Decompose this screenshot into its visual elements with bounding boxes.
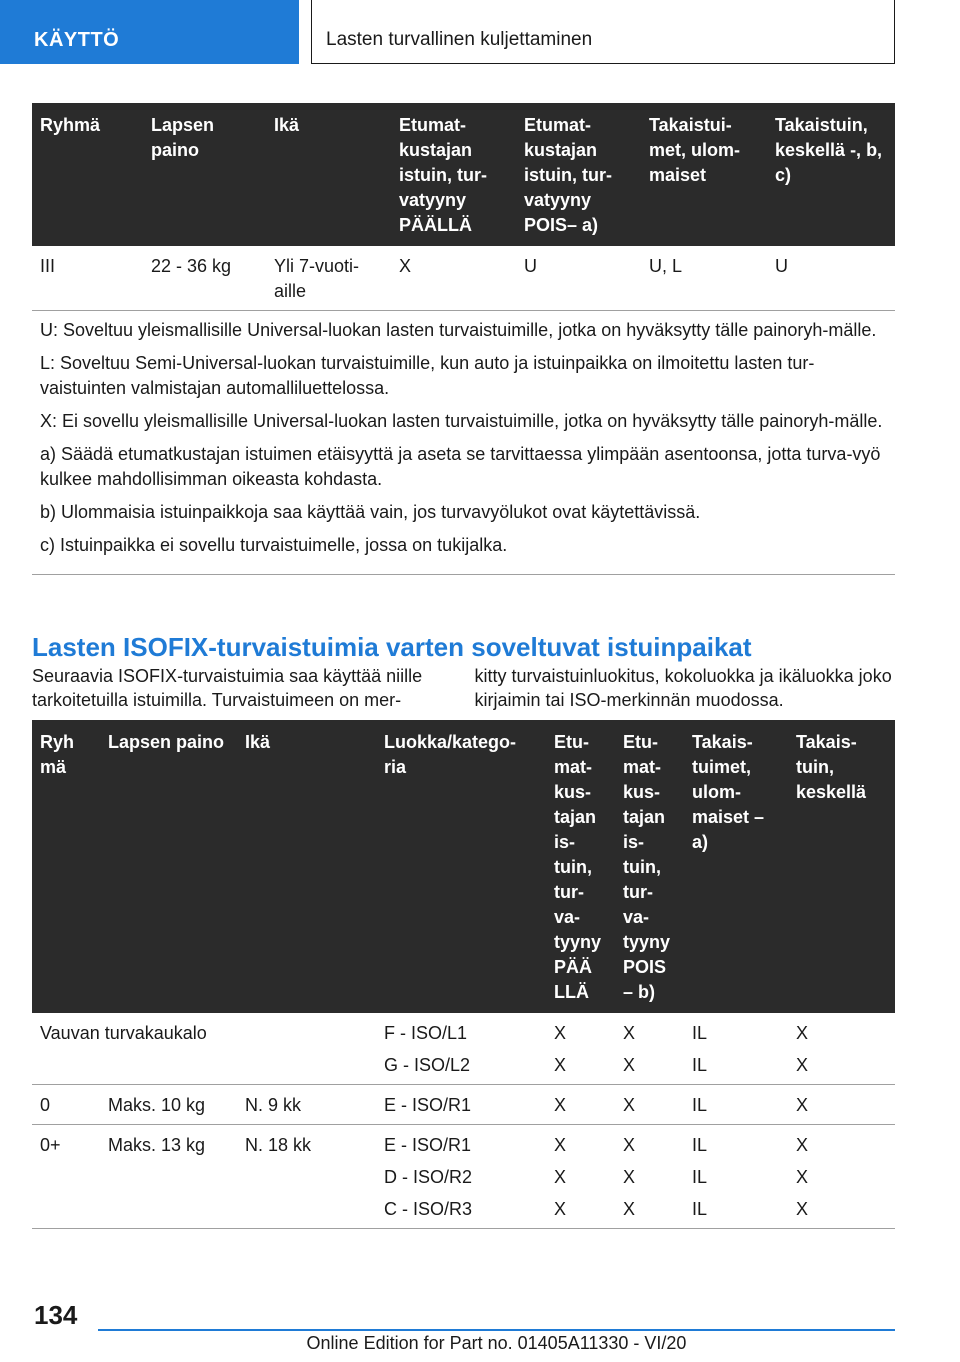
table-row bbox=[32, 246, 895, 311]
col-header: Ryh mä bbox=[40, 732, 75, 777]
intro-right: kitty turvaistuinluokitus, kokoluokka ja ikäluokka joko kirjaimin tai ISO-merkinnän muodossa. bbox=[474, 666, 892, 710]
col-header: Takais-tuimet, ulom-maiset – a) bbox=[692, 732, 765, 852]
note: U: Soveltuu yleismallisille Universal-luokan lasten turvaistuimille, jotka on hyväksytty tälle painoryh-mälle. bbox=[40, 320, 877, 340]
table-cell: IL bbox=[692, 1095, 708, 1115]
cell-line: X bbox=[554, 1023, 567, 1043]
cell-line: X bbox=[623, 1135, 636, 1155]
table-cell bbox=[546, 1013, 615, 1085]
intro-text bbox=[32, 664, 895, 712]
table-cell: X bbox=[554, 1095, 567, 1115]
table-row bbox=[32, 1013, 895, 1085]
cell-line: IL bbox=[692, 1167, 708, 1187]
table-cell: N. 18 kk bbox=[245, 1135, 312, 1155]
note: L: Soveltuu Semi-Universal-luokan turvaistuimille, kun auto ja istuinpaikka on ilmoitettu lasten tur-vaistuinten valmistajan automalliluettelossa. bbox=[40, 353, 815, 398]
note: X: Ei sovellu yleismallisille Universal-luokan lasten turvaistuimille, jotka on hyväksytty tälle painoryh-mälle. bbox=[40, 411, 883, 431]
col-header: Ikä bbox=[274, 115, 300, 135]
col-header: Lapsen paino bbox=[151, 115, 215, 160]
intro-left: Seuraavia ISOFIX-turvaistuimia saa käyttää niille tarkoitetuilla istuimilla. Turvaistuimeen on mer- bbox=[32, 666, 423, 710]
col-header: Takaistui-met, ulom-maiset bbox=[649, 115, 741, 185]
section-tab: KÄYTTÖ bbox=[0, 0, 299, 64]
table-cell bbox=[788, 1125, 895, 1229]
table-cell: X bbox=[796, 1095, 809, 1115]
table-cell bbox=[684, 1125, 788, 1229]
table-cell: Vauvan turvakaukalo bbox=[40, 1023, 207, 1043]
table-header-row bbox=[32, 720, 895, 1013]
cell-line: IL bbox=[692, 1199, 708, 1219]
col-header: Etumat-kustajan istuin, tur-vatyyny POIS– a) bbox=[524, 115, 612, 235]
table-row bbox=[32, 1085, 895, 1125]
col-header: Etu-mat-kus-tajan is-tuin, tur-va-tyyny POIS – b) bbox=[623, 732, 671, 1002]
cell-line: X bbox=[554, 1055, 567, 1075]
note: a) Säädä etumatkustajan istuimen etäisyyttä ja aseta se tarvittaessa ylimpään asentoonsa, jotta turva-vyö kulkee mahdollisimman oikeasta kohdasta. bbox=[40, 444, 881, 489]
cell-line: X bbox=[796, 1167, 809, 1187]
table-cell: U, L bbox=[649, 256, 683, 276]
table-cell: 0 bbox=[40, 1095, 51, 1115]
table-header-row bbox=[32, 103, 895, 246]
footer-divider bbox=[98, 1329, 895, 1331]
table-cell bbox=[615, 1013, 684, 1085]
table-cell: Maks. 10 kg bbox=[108, 1095, 206, 1115]
cell-line: X bbox=[796, 1199, 809, 1219]
table-cell bbox=[615, 1125, 684, 1229]
table-cell: X bbox=[623, 1095, 636, 1115]
cell-line: X bbox=[796, 1023, 809, 1043]
page-number: 134 bbox=[34, 1300, 78, 1330]
table-cell bbox=[546, 1125, 615, 1229]
table-cell: U bbox=[524, 256, 537, 276]
cell-line: F - ISO/L1 bbox=[384, 1023, 468, 1043]
cell-line: IL bbox=[692, 1055, 708, 1075]
cell-line: D - ISO/R2 bbox=[384, 1167, 473, 1187]
col-header: Etu-mat-kus-tajan is-tuin, tur-va-tyyny PÄÄ LLÄ bbox=[554, 732, 602, 1002]
table-cell: U bbox=[775, 256, 788, 276]
col-header: Ryhmä bbox=[40, 115, 101, 135]
cell-line: C - ISO/R3 bbox=[384, 1199, 473, 1219]
group-table bbox=[32, 103, 895, 311]
cell-line: IL bbox=[692, 1023, 708, 1043]
table-cell: E - ISO/R1 bbox=[384, 1095, 472, 1115]
table-cell: N. 9 kk bbox=[245, 1095, 302, 1115]
table-cell: Maks. 13 kg bbox=[108, 1135, 206, 1155]
col-header: Takaistuin, keskellä -, b, c) bbox=[775, 115, 883, 185]
cell-line: X bbox=[796, 1055, 809, 1075]
table-cell bbox=[376, 1125, 546, 1229]
table-cell bbox=[788, 1013, 895, 1085]
col-header: Takais-tuin, keskellä bbox=[796, 732, 867, 802]
cell-line: E - ISO/R1 bbox=[384, 1135, 472, 1155]
section-heading: Lasten ISOFIX-turvaistuimia varten soveltuvat istuinpaikat bbox=[32, 632, 752, 662]
chapter-title: Lasten turvallinen kuljettaminen bbox=[311, 0, 895, 64]
cell-line: X bbox=[554, 1199, 567, 1219]
cell-line: X bbox=[554, 1135, 567, 1155]
cell-line: G - ISO/L2 bbox=[384, 1055, 471, 1075]
note: b) Ulommaisia istuinpaikkoja saa käyttää vain, jos turvavyölukot ovat käytettävissä. bbox=[40, 502, 701, 522]
cell-line: X bbox=[796, 1135, 809, 1155]
col-header: Luokka/katego-ria bbox=[384, 732, 517, 777]
col-header: Lapsen paino bbox=[108, 732, 225, 752]
table-cell: Yli 7-vuoti-aille bbox=[274, 256, 360, 301]
table-cell bbox=[684, 1013, 788, 1085]
cell-line: X bbox=[623, 1023, 636, 1043]
cell-line: X bbox=[554, 1167, 567, 1187]
cell-line: X bbox=[623, 1199, 636, 1219]
cell-line: IL bbox=[692, 1135, 708, 1155]
isofix-table bbox=[32, 720, 895, 1229]
cell-line: X bbox=[623, 1167, 636, 1187]
edition-text: Online Edition for Part no. 01405A11330 - VI/20 bbox=[306, 1333, 687, 1353]
table-cell: 0+ bbox=[40, 1135, 61, 1155]
table-row bbox=[32, 1125, 895, 1229]
col-header: Etumat-kustajan istuin, tur-vatyyny PÄÄLLÄ bbox=[399, 115, 487, 235]
col-header: Ikä bbox=[245, 732, 271, 752]
table-cell bbox=[376, 1013, 546, 1085]
table-cell: X bbox=[399, 256, 412, 276]
table-notes bbox=[32, 308, 895, 575]
table-cell: 22 - 36 kg bbox=[151, 256, 232, 276]
cell-line: X bbox=[623, 1055, 636, 1075]
note: c) Istuinpaikka ei sovellu turvaistuimelle, jossa on tukijalka. bbox=[40, 535, 508, 555]
table-cell: III bbox=[40, 256, 56, 276]
